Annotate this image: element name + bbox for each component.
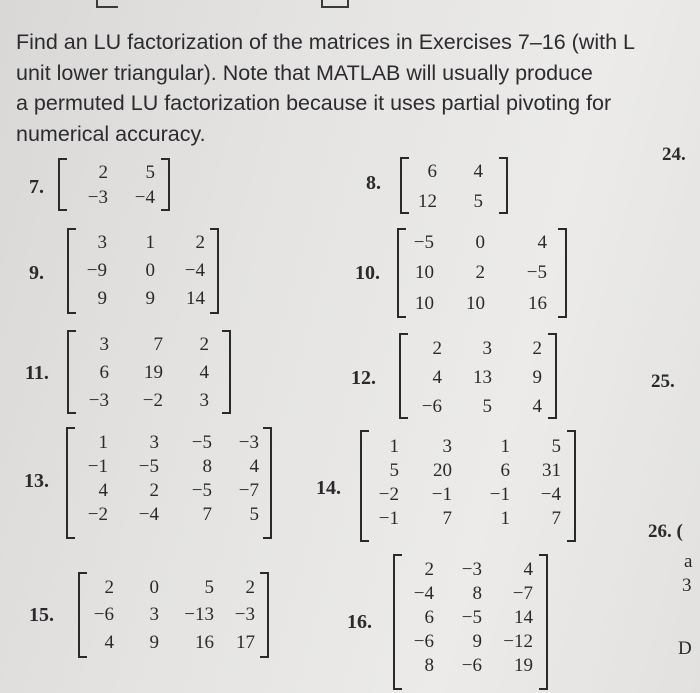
exercise-7-number: 7. xyxy=(29,176,44,198)
matrix-entry: 5 xyxy=(389,460,399,481)
matrix-entry: 9 xyxy=(149,632,159,653)
matrix-entry: 8 xyxy=(472,583,482,604)
matrix-entry: 3 xyxy=(149,604,159,625)
instructions-line: unit lower triangular). Note that MATLAB will usually produce xyxy=(16,60,593,85)
matrix-entry: −3 xyxy=(87,187,108,208)
matrix-entry: −3 xyxy=(238,432,259,453)
matrix-entry: 7 xyxy=(551,508,561,529)
matrix-entry: −5 xyxy=(413,232,434,253)
matrix-entry: 2 xyxy=(432,338,442,359)
matrix-entry: −5 xyxy=(526,262,547,283)
matrix-entry: 16 xyxy=(195,632,214,653)
matrix-entry: −13 xyxy=(184,604,214,625)
matrix-entry: 8 xyxy=(202,456,212,477)
matrix-entry: −4 xyxy=(134,187,155,208)
previous-page-marks xyxy=(0,0,700,14)
exercise-10-number: 10. xyxy=(355,262,380,284)
matrix-entry: 10 xyxy=(415,293,434,314)
matrix-entry: 4 xyxy=(98,480,108,501)
matrix-entry: 3 xyxy=(442,436,452,457)
margin-exercise-25: 25. xyxy=(651,371,675,392)
matrix-entry: −7 xyxy=(512,583,533,604)
matrix-entry: −5 xyxy=(461,607,482,628)
instructions-paragraph xyxy=(16,27,636,149)
matrix-entry: −2 xyxy=(378,484,399,505)
matrix-entry: 4 xyxy=(104,632,114,653)
matrix-entry: 2 xyxy=(532,338,542,359)
matrix-entry: 9 xyxy=(145,288,155,309)
exercise-8-matrix xyxy=(400,157,508,214)
matrix-entry: 31 xyxy=(542,460,561,481)
exercise-10-matrix xyxy=(397,228,567,318)
matrix-entry: 3 xyxy=(149,432,159,453)
matrix-entry: −3 xyxy=(234,604,255,625)
matrix-entry: 4 xyxy=(532,396,542,417)
matrix-entry: 2 xyxy=(195,232,205,253)
matrix-entry: −12 xyxy=(503,631,533,652)
matrix-entry: 5 xyxy=(482,396,492,417)
matrix-entry: 0 xyxy=(149,577,159,598)
margin-exercise-26: 26. ( xyxy=(648,521,683,542)
matrix-entry: 2 xyxy=(424,559,434,580)
exercise-8-number: 8. xyxy=(366,172,381,194)
matrix-entry: 6 xyxy=(99,362,109,383)
matrix-entry: 2 xyxy=(199,334,209,355)
matrix-entry: 0 xyxy=(475,232,485,253)
matrix-entry: 4 xyxy=(537,232,547,253)
matrix-entry: 10 xyxy=(466,293,485,314)
matrix-entry: −1 xyxy=(378,508,399,529)
matrix-entry: 9 xyxy=(532,367,542,388)
matrix-entry: 6 xyxy=(424,607,434,628)
matrix-entry: 2 xyxy=(245,577,255,598)
matrix-entry: 19 xyxy=(144,362,163,383)
matrix-entry: −4 xyxy=(184,260,205,281)
exercise-11-matrix xyxy=(67,330,231,414)
matrix-entry: −5 xyxy=(191,480,212,501)
matrix-entry: −4 xyxy=(413,583,434,604)
matrix-entry: 3 xyxy=(97,232,107,253)
matrix-entry: 13 xyxy=(473,367,492,388)
matrix-entry: 0 xyxy=(145,260,155,281)
matrix-entry: 2 xyxy=(104,577,114,598)
matrix-entry: −9 xyxy=(86,260,107,281)
matrix-entry: 7 xyxy=(153,334,163,355)
exercise-13-number: 13. xyxy=(24,470,49,492)
instructions-line: a permuted LU factorization because it uses partial pivoting for xyxy=(16,91,612,115)
matrix-entry: 19 xyxy=(514,655,533,676)
matrix-entry: 3 xyxy=(99,334,109,355)
exercise-14-number: 14. xyxy=(316,477,341,499)
matrix-entry: 3 xyxy=(199,390,209,411)
matrix-entry: −6 xyxy=(93,604,114,625)
matrix-entry: 1 xyxy=(500,508,510,529)
matrix-entry: 1 xyxy=(98,432,108,453)
exercise-9-matrix xyxy=(67,228,219,314)
margin-fragment-3: 3 xyxy=(682,575,692,596)
matrix-entry: 5 xyxy=(473,191,483,212)
exercise-15-matrix xyxy=(78,572,269,658)
matrix-entry: 5 xyxy=(145,162,155,183)
matrix-entry: 1 xyxy=(389,436,399,457)
matrix-entry: 20 xyxy=(433,460,452,481)
matrix-entry: 7 xyxy=(442,508,452,529)
matrix-entry: −2 xyxy=(87,504,108,525)
instructions-line: Find an LU factorization of the matrices in Exercises 7–16 (with L xyxy=(16,30,636,54)
matrix-entry: 14 xyxy=(514,607,533,628)
matrix-entry: 2 xyxy=(475,262,485,283)
matrix-entry: 6 xyxy=(427,161,437,182)
matrix-entry: −1 xyxy=(87,456,108,477)
exercise-15-number: 15. xyxy=(29,604,54,626)
exercise-13-matrix xyxy=(66,427,272,539)
exercise-11-number: 11. xyxy=(25,362,49,384)
matrix-entry: −1 xyxy=(489,484,510,505)
matrix-entry: 12 xyxy=(418,191,437,212)
matrix-entry: −7 xyxy=(238,480,259,501)
matrix-entry: 17 xyxy=(236,632,255,653)
matrix-entry: −5 xyxy=(138,456,159,477)
matrix-entry: −6 xyxy=(421,396,442,417)
matrix-entry: 3 xyxy=(482,338,492,359)
matrix-entry: 9 xyxy=(472,631,482,652)
matrix-entry: −4 xyxy=(540,484,561,505)
margin-fragment-a: a xyxy=(684,551,693,572)
instructions-line: numerical accuracy. xyxy=(16,121,206,146)
matrix-entry: −2 xyxy=(142,390,163,411)
matrix-entry: 4 xyxy=(432,367,442,388)
matrix-entry: 2 xyxy=(149,480,159,501)
matrix-entry: 10 xyxy=(415,262,434,283)
matrix-entry: 5 xyxy=(204,577,214,598)
matrix-entry: 1 xyxy=(145,232,155,253)
matrix-entry: 4 xyxy=(199,362,209,383)
matrix-entry: 4 xyxy=(473,161,483,182)
matrix-entry: −3 xyxy=(88,390,109,411)
matrix-entry: −4 xyxy=(138,504,159,525)
matrix-entry: 4 xyxy=(523,559,533,580)
matrix-entry: 9 xyxy=(97,288,107,309)
exercise-14-matrix xyxy=(360,430,576,542)
matrix-entry: 7 xyxy=(202,504,212,525)
matrix-entry: −1 xyxy=(431,484,452,505)
margin-exercise-24: 24. xyxy=(662,144,686,165)
matrix-entry: 5 xyxy=(249,504,259,525)
matrix-entry: 16 xyxy=(528,293,547,314)
exercise-12-matrix xyxy=(399,333,557,419)
exercise-9-number: 9. xyxy=(29,262,44,284)
matrix-entry: 4 xyxy=(249,456,259,477)
exercise-16-matrix xyxy=(393,554,548,690)
matrix-entry: 8 xyxy=(424,655,434,676)
matrix-entry: −6 xyxy=(413,631,434,652)
exercise-7-matrix xyxy=(58,158,170,211)
matrix-entry: 1 xyxy=(500,436,510,457)
margin-fragment-d: D xyxy=(678,638,692,659)
matrix-entry: 14 xyxy=(186,288,205,309)
matrix-entry: −3 xyxy=(461,559,482,580)
matrix-entry: 6 xyxy=(500,460,510,481)
matrix-entry: −6 xyxy=(461,655,482,676)
exercise-16-number: 16. xyxy=(347,611,372,633)
matrix-entry: −5 xyxy=(191,432,212,453)
matrix-entry: 5 xyxy=(551,436,561,457)
matrix-entry: 2 xyxy=(98,162,108,183)
exercise-12-number: 12. xyxy=(351,367,376,389)
